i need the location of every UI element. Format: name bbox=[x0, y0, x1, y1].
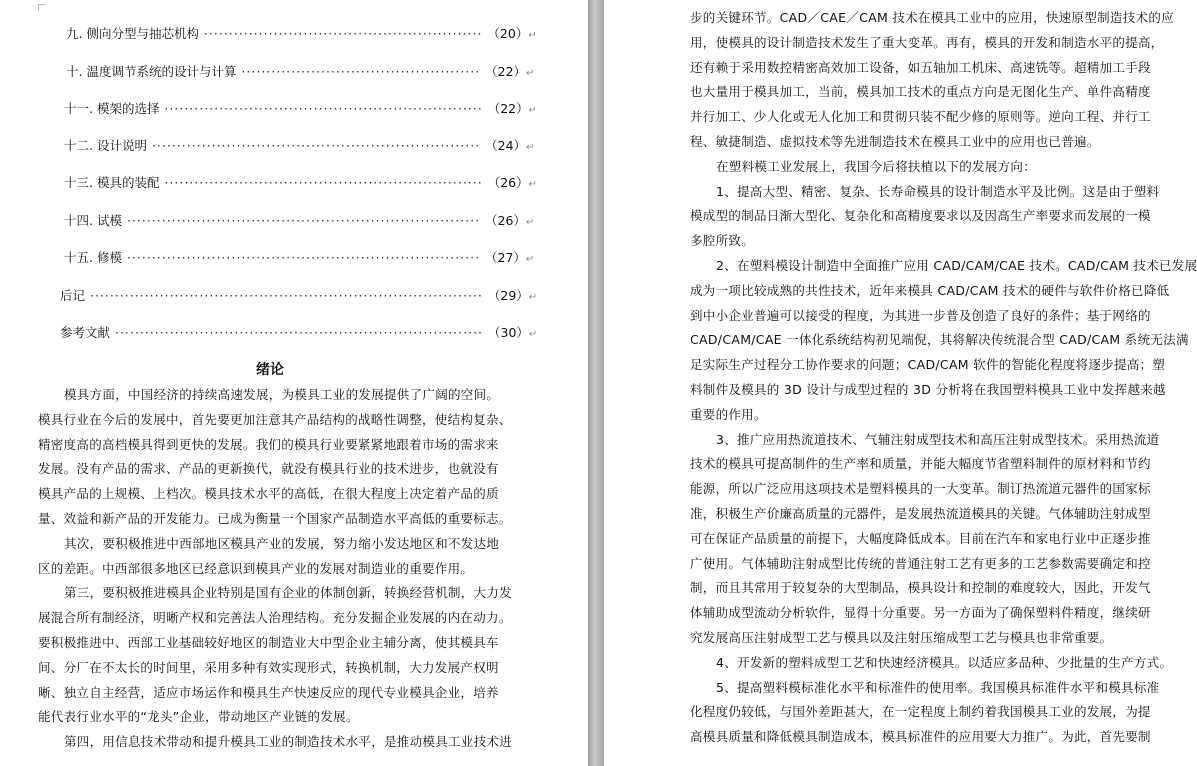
toc-leader-dots: ································································ bbox=[159, 175, 488, 190]
paragraph-mark-icon: ↵ bbox=[528, 292, 538, 303]
text-line: 5、提高塑料模标准化水平和标准件的使用率。我国模具标准件水平和模具标准 bbox=[716, 679, 1160, 695]
toc-entry-page: （30） bbox=[488, 325, 529, 340]
text-line: 第三，要积极推进模具企业特别是国有企业的体制创新，转换经营机制，大力发 bbox=[64, 585, 513, 601]
toc-leader-dots: ······································································· bbox=[121, 213, 486, 228]
right-page bbox=[604, 0, 1197, 766]
text-line: 程、敏捷制造、虚拟技术等先进制造技术在模具工业中的应用也已普遍。 bbox=[690, 134, 1100, 149]
text-line: 广使用。气体辅助注射成型比传统的普通注射工艺有更多的工艺参数需要确定和控 bbox=[690, 555, 1151, 571]
toc-entry-page: （29） bbox=[487, 288, 529, 303]
text-line: 还有赖于采用数控精密高效加工设备，如五轴加工机床、高速铣等。超精加工手段 bbox=[690, 59, 1151, 75]
toc-entry[interactable] bbox=[64, 213, 535, 231]
paragraph-mark-icon: ↵ bbox=[525, 217, 535, 228]
toc-entry-label: 十一. 模架的选择 bbox=[64, 101, 160, 116]
text-line: 高模具质量和降低模具制造成本，模具标准件的应用要大力推广。为此，首先要制 bbox=[690, 729, 1151, 745]
toc-entry-page: （22） bbox=[487, 101, 529, 116]
toc-entry-page: （22） bbox=[485, 64, 527, 79]
toc-leader-dots: ·········································································· bbox=[110, 325, 488, 340]
text-line: 3、推广应用热流道技术、气辅注射成型技术和高压注射成型技术。采用热流道 bbox=[716, 431, 1160, 447]
toc-entry-page: （27） bbox=[485, 250, 526, 265]
toc-entry[interactable] bbox=[60, 288, 538, 306]
toc-entry-label: 参考文献 bbox=[60, 325, 111, 340]
paragraph-mark-icon: ↵ bbox=[528, 179, 537, 190]
text-line: 可在保证产品质量的前提下，大幅度降低成本。目前在汽车和家电行业中正逐步推 bbox=[690, 530, 1151, 546]
text-line: 模具行业在今后的发展中，首先要更加注意其产品结构的战略性调整，使结构复杂、 bbox=[38, 411, 512, 427]
text-line: 并行加工、少人化或无人化加工和贯彻只装不配少修的原则等。逆向工程、并行工 bbox=[690, 109, 1151, 125]
toc-leader-dots: ················································ bbox=[236, 64, 486, 79]
toc-entry-label: 后记 bbox=[60, 288, 86, 303]
text-line: 准，积极生产价廉高质量的元器件，是发展热流道模具的关键。气体辅助注射成型 bbox=[690, 506, 1151, 521]
paragraph-mark-icon: ↵ bbox=[528, 329, 538, 340]
toc-leader-dots: ··············································································· bbox=[85, 288, 488, 303]
text-line: 发展。没有产品的需求、产品的更新换代，就没有模具行业的技术进步，也就没有 bbox=[38, 461, 499, 477]
text-line: 4、开发新的塑料成型工艺和快速经济模具。以适应多品种、少批量的生产方式。 bbox=[716, 654, 1173, 670]
toc-entry-page: （24） bbox=[485, 138, 527, 153]
text-line: 模具方面，中国经济的持续高速发展，为模具工业的发展提供了广阔的空间。 bbox=[64, 387, 500, 402]
toc-entry[interactable] bbox=[60, 325, 538, 343]
text-line: 成为一项比较成熟的共性技术，近年来模具 CAD/CAM 技术的硬件与软件价格已降低 bbox=[690, 282, 1170, 298]
paragraph-mark-icon: ↵ bbox=[528, 30, 537, 41]
page-gutter bbox=[588, 0, 604, 766]
toc-leader-dots: ································································ bbox=[159, 101, 488, 116]
toc-entry-label: 十三. 模具的装配 bbox=[64, 175, 160, 190]
text-line: 模具产品的上规模、上档次。模具技术水平的高低，在很大程度上决定着产品的质 bbox=[38, 486, 499, 502]
text-line: 能代表行业水平的“龙头”企业，带动地区产业链的发展。 bbox=[38, 709, 359, 725]
paragraph-mark-icon: ↵ bbox=[526, 142, 535, 153]
toc-entry[interactable] bbox=[64, 138, 535, 156]
toc-entry[interactable] bbox=[66, 64, 535, 82]
text-line: 能源，所以广泛应用这项技术是塑料模具的一大变革。制订热流道元器件的国家标 bbox=[690, 481, 1151, 497]
text-line: 在塑料模工业发展上，我国今后将扶植以下的发展方向： bbox=[716, 158, 1037, 174]
toc-leader-dots: ······································································· bbox=[121, 250, 486, 265]
text-line: 多腔所致。 bbox=[690, 233, 755, 249]
toc-entry[interactable] bbox=[64, 175, 537, 193]
toc-entry[interactable] bbox=[66, 26, 537, 44]
text-line: 模成型的制品日渐大型化、复杂化和高精度要求以及因高生产率要求而发展的一模 bbox=[690, 208, 1151, 224]
text-line: 第四，用信息技术带动和提升模具工业的制造技术水平，是推动模具工业技术进 bbox=[64, 734, 513, 750]
toc-entry-label: 十. 温度调节系统的设计与计算 bbox=[66, 64, 237, 79]
toc-entry[interactable] bbox=[64, 250, 535, 268]
left-page bbox=[0, 0, 588, 766]
text-line: 料制件及模具的 3D 设计与成型过程的 3D 分析将在我国塑料模具工业中发挥越来越 bbox=[690, 382, 1166, 397]
text-line: 足实际生产过程分工协作要求的问题；CAD/CAM 软件的智能化程度将逐步提高；塑 bbox=[690, 357, 1166, 373]
toc-entry-page: （26） bbox=[487, 175, 529, 190]
toc-leader-dots: ························································ bbox=[198, 26, 488, 41]
text-line: 1、提高大型、精密、复杂、长寿命模具的设计制造水平及比例。这是由于塑料 bbox=[716, 183, 1160, 199]
text-line: 重要的作用。 bbox=[690, 406, 767, 422]
text-line: 技术的模具可提高制件的生产率和质量，并能大幅度节省塑料制件的原材料和节约 bbox=[690, 456, 1151, 472]
text-line: 用，使模具的设计制造技术发生了重大变革。再有，模具的开发和制造水平的提高， bbox=[690, 34, 1164, 50]
toc-entry-page: （26） bbox=[485, 213, 526, 228]
text-line: 2、在塑料模设计制造中全面推广应用 CAD/CAM/CAE 技术。CAD/CAM 技术已发展 bbox=[716, 258, 1197, 273]
toc-entry-label: 十五. 修模 bbox=[64, 250, 122, 265]
toc-entry-label: 十四. 试模 bbox=[64, 213, 122, 228]
text-line: 步的关键环节。CAD／CAE／CAM 技术在模具工业中的应用，快速原型制造技术的应 bbox=[690, 10, 1174, 25]
text-line: 体辅助成型流动分析软件，显得十分重要。另一方面为了确保塑料件精度，继续研 bbox=[690, 605, 1151, 621]
section-heading: 绪论 bbox=[256, 362, 284, 378]
page-corner-mark bbox=[38, 4, 45, 11]
toc-entry-label: 九. 侧向分型与抽芯机构 bbox=[66, 26, 199, 41]
text-line: 晰、独立自主经营，适应市场运作和模具生产快速反应的现代专业模具企业，培养 bbox=[38, 684, 499, 700]
text-line: 也大量用于模具加工，当前，模具加工技术的重点方向是无图化生产、单件高精度 bbox=[690, 84, 1151, 100]
text-line: 究发展高压注射成型工艺与模具以及注射压缩成型工艺与模具也非常重要。 bbox=[690, 630, 1113, 645]
paragraph-mark-icon: ↵ bbox=[525, 254, 535, 265]
toc-entry-page: （20） bbox=[487, 26, 529, 41]
toc-entry-label: 十二. 设计说明 bbox=[64, 138, 147, 153]
text-line: CAD/CAM/CAE 一体化系统结构初见端倪，其将解决传统混合型 CAD/CAM 系统无法满 bbox=[690, 332, 1189, 348]
text-line: 化程度仍较低，与国外差距甚大，在一定程度上制约着我国模具工业的发展，为提 bbox=[690, 704, 1151, 720]
text-line: 间、分厂在不太长的时间里，采用多种有效实现形式，转换机制，大力发展产权明 bbox=[38, 659, 499, 675]
text-line: 其次，要积极推进中西部地区模具产业的发展，努力缩小发达地区和不发达地 bbox=[64, 535, 500, 551]
text-line: 量、效益和新产品的开发能力。已成为衡量一个国家产品制造水平高低的重要标志。 bbox=[38, 511, 512, 526]
text-line: 精密度高的高档模具得到更快的发展。我们的模具行业要紧紧地跟着市场的需求来 bbox=[38, 436, 499, 452]
toc-leader-dots: ·································································· bbox=[146, 138, 486, 153]
text-line: 区的差距。中西部很多地区已经意识到模具产业的发展对制造业的重要作用。 bbox=[38, 560, 474, 576]
text-line: 要积极推进中、西部工业基础较好地区的制造业大中型企业主辅分离，使其模具车 bbox=[38, 635, 499, 650]
text-line: 展混合所有制经济，明晰产权和完善法人治理结构。充分发掘企业发展的内在动力。 bbox=[38, 610, 512, 626]
toc-entry[interactable] bbox=[64, 101, 537, 119]
paragraph-mark-icon: ↵ bbox=[526, 68, 535, 79]
text-line: 到中小企业普遍可以接受的程度，为其进一步普及创造了良好的条件；基于网络的 bbox=[690, 307, 1151, 323]
text-line: 制，而且其常用于较复杂的大型制品，模具设计和控制的难度较大，因此，开发气 bbox=[690, 580, 1151, 596]
paragraph-mark-icon: ↵ bbox=[528, 105, 537, 116]
